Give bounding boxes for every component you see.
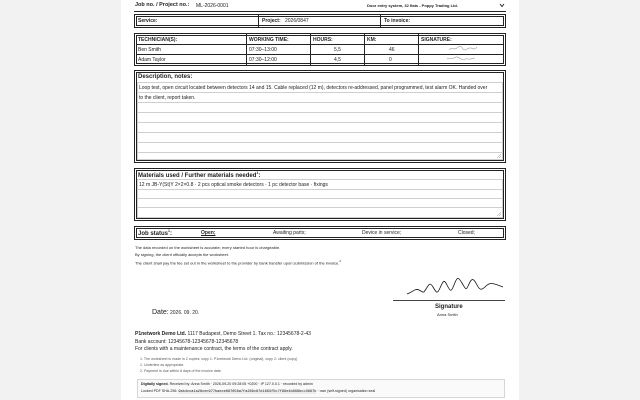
technician-name: Ben Smith [138, 47, 162, 53]
chevron-down-icon[interactable] [497, 0, 507, 10]
worksheet-page [121, 0, 519, 400]
signer-name: Anna Smith [437, 312, 458, 317]
status-option-device-in-service[interactable]: Device in service; [362, 230, 402, 236]
technician-hours: 4,5 [334, 57, 341, 63]
description-label: Description, notes: [138, 74, 193, 80]
job-status-label: Job status$^1$: [138, 229, 172, 237]
company-name: P1network Demo Ltd. [135, 331, 187, 337]
pdf-hash-value: 9ab4cca1a28cec977baece887658a7fa289c87d1663f5c7f99e4b869bcc3687b [178, 390, 317, 394]
technician-hours: 5,5 [334, 47, 341, 53]
footnote: 2. Payment is due within 8 days of the invoice date. [140, 369, 222, 373]
bank-account: Bank account: 12345678-12345678-12345678 [135, 339, 239, 345]
col-header-km: KM: [367, 37, 377, 43]
digital-signature-meta: Received by: Anna Smith · 2026-09-20 09:28:05 +0200 · IP 127.0.0.1 · recorded by admin [169, 382, 313, 386]
project-value: 2026/0847 [285, 18, 309, 24]
statement-line: The data recorded on the worksheet is accurate; every started hour is chargeable. [135, 245, 281, 250]
description-text-line: to the client, report taken. [139, 94, 196, 101]
company-address: 1117 Budapest, Demo Street 1. Tax no.: 12345678-2-43 [187, 331, 311, 337]
invoice-label: To invoice: [384, 18, 411, 24]
technician-time: 07:30–13:00 [249, 47, 277, 53]
job-status-row [134, 226, 506, 240]
pdf-hash-note: · own (self-signed) organisation seal [317, 389, 376, 393]
technician-name: Adam Taylor [138, 57, 166, 63]
digital-signature-line [141, 382, 313, 386]
statement-line: By signing, the client officially accepts the worksheet. [135, 252, 229, 257]
col-header-signature: SIGNATURE: [421, 37, 452, 43]
client-signature [407, 273, 503, 297]
technician-signature [449, 45, 477, 52]
col-header-technician: TECHNICIAN(S): [138, 37, 178, 43]
digital-signature-box [137, 379, 505, 398]
service-label: Service: [138, 18, 158, 24]
job-number-value: ML-2026-0001 [196, 2, 229, 9]
description-text-line: Loop test, open circuit located between detectors 14 and 15. Cable replaced (12 m), detectors re-addressed, panel programmed, test alarm OK. Handed over [139, 84, 488, 91]
technician-km: 0 [389, 57, 392, 63]
date-label: Date: [152, 309, 169, 316]
technician-km: 46 [389, 47, 395, 53]
footnote: 1. The worksheet is made in 2 copies: copy 1: P1network Demo Ltd. (original), copy 2: client (copy) [140, 357, 298, 361]
resize-handle-icon[interactable] [497, 154, 501, 158]
col-header-working-time: WORKING TIME: [249, 37, 289, 43]
resize-handle-icon[interactable] [497, 212, 501, 216]
signature-label: Signature [435, 304, 463, 310]
info-row [134, 14, 506, 28]
header-divider [134, 11, 506, 12]
digital-signed-label: Digitally signed. [141, 382, 169, 386]
materials-textarea[interactable] [137, 179, 503, 218]
statement-line: The client shall pay the fee set out in the worksheet to the provider by bank transfer upon submission of the invoice.$^2$ [135, 259, 342, 266]
project-label: Project: [262, 18, 281, 24]
date-value: 2026. 09. 20. [170, 310, 200, 316]
site-title: Door entry system, 32 flats - Poppy Trading Ltd. [367, 3, 458, 8]
technician-signature [447, 55, 475, 62]
materials-text: 12 m JB-Y(St)Y 2×2×0.8 · 2 pcs optical smoke detectors · 1 pc detector base · fixings [139, 181, 328, 188]
company-line [135, 331, 311, 337]
job-number-label: Job no. / Project no.: [135, 2, 190, 8]
digital-hash-line [141, 389, 375, 394]
status-option-closed[interactable]: Closed; [458, 230, 475, 236]
col-header-hours: HOURS: [313, 37, 333, 43]
footnote: 1. Underline as appropriate. [140, 363, 185, 367]
technician-time: 07:30–12:00 [249, 57, 277, 63]
contract-note: For clients with a maintenance contract, the terms of the contract apply. [135, 346, 293, 352]
status-option-awaiting-parts[interactable]: Awaiting parts; [273, 230, 306, 236]
signature-line [393, 300, 505, 301]
materials-label: Materials used / Further materials needed$^1$: [138, 171, 261, 179]
description-textarea[interactable] [137, 82, 503, 160]
status-option-open[interactable]: Open; [201, 230, 216, 236]
pdf-hash-label: Locked PDF SHA-256: [141, 389, 178, 393]
